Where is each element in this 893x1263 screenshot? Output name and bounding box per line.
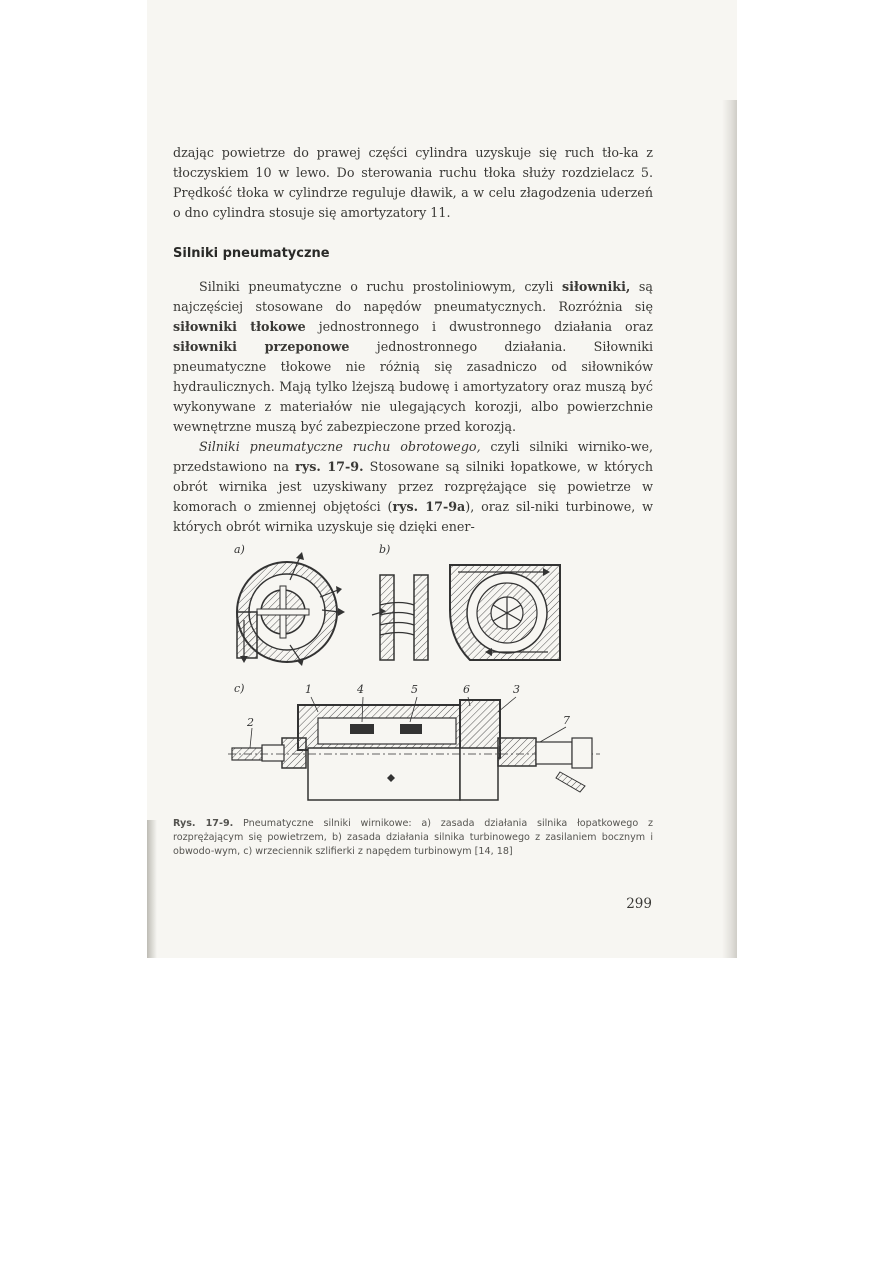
callout-5: 5 [411,683,418,696]
figure-caption [173,817,653,859]
caption-text: Pneumatyczne silniki wirnikowe: a) zasada działania silnika łopatkowego z rozprężającym się powietrzem, b) zasada działania silnika turbinowego z zasilaniem bocznym i obwodo-wym, c) wrzeciennik szlifierki z napędem turbinowym [14, 18] [173,818,653,857]
vane-motor-diagram [237,552,345,666]
callout-2: 2 [247,716,254,729]
figure-label-c: c) [234,682,245,695]
callout-4: 4 [357,683,364,696]
figure-label-b: b) [379,543,391,556]
page-number: 299 [626,896,652,912]
section-heading: Silniki pneumatyczne [173,246,330,261]
figure-label-a: a) [234,543,245,556]
turbine-front-diagram [450,565,560,660]
caption-label: Rys. 17-9. [173,818,234,829]
grinder-headstock-diagram [228,697,600,800]
paragraph-top: dzając powietrze do prawej części cylindra uzyskuje się ruch tło-ka z tłoczyskiem 10 w lewo. Do sterowania ruchu tłoka służy rozdzielacz 5. Prędkość tłoka w cylindrze reguluje dławik, a w celu złagodzenia uderzeń o dno cylindra stosuje się amortyzatory 11. [173,145,653,220]
callout-6: 6 [463,683,470,696]
callout-1: 1 [305,683,312,696]
turbine-side-diagram [372,575,428,660]
paragraph-siłowniki: Silniki pneumatyczne o ruchu prostoliniowym, czyli siłowniki, są najczęściej stosowane do napędów pneumatycznych. Rozróżnia się siłowniki tłokowe jednostronnego i dwustronnego działania oraz siłowniki przeponowe jednostronnego działania. Siłowniki pneumatyczne tłokowe nie różnią się zasadniczo od siłowników hydraulicznych. Mają tylko lżejszą budowę i amortyzatory oraz muszą być wykonywane z materiałów nie ulegających korozji, albo powierzchnie wewnętrzne muszą być zabezpieczone przed korozją. Silniki pneumatyczne ruchu obrotowego, czyli silniki wirniko-we, przedstawiono na rys. 17-9. Stosowane są silniki łopatkowe, w których obrót wirnika jest uzyskiwany przez rozprężające się powietrze w komorach o zmiennej objętości (rys. 17-9a), oraz sil-niki turbinowe, w których obrót wirnika uzyskuje się dzięki ener- [173,279,654,534]
callout-3: 3 [513,683,520,696]
callout-7: 7 [563,714,570,727]
